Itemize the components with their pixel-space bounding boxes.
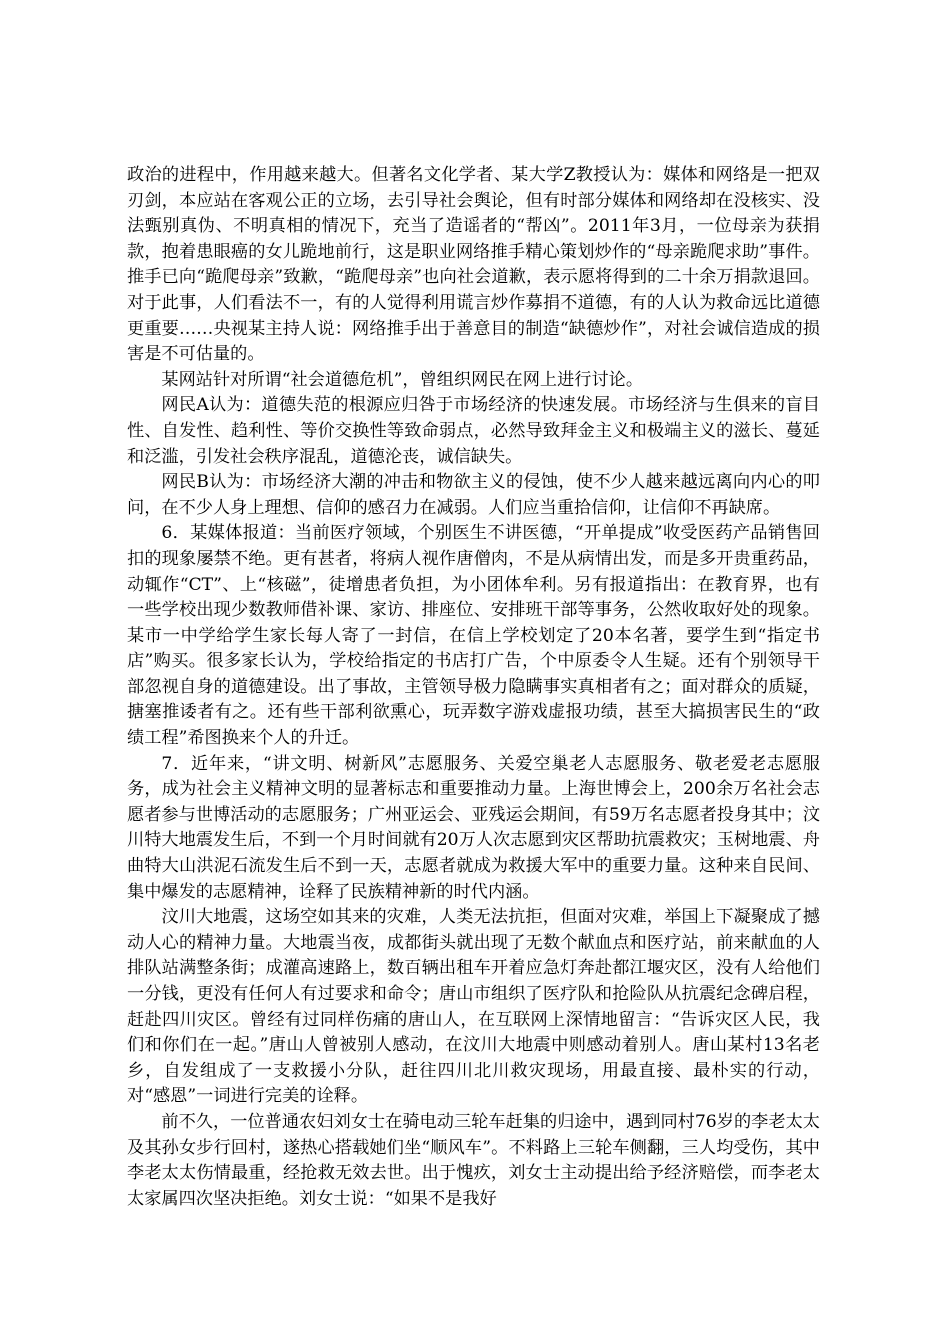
document-page [127,163,820,1212]
paragraph-netizen-a: 网民A认为：道德失范的根源应归咎于市场经济的快速发展。市场经济与生俱来的盲目性、自发性、趋利性、等价交换性等致命弱点，必然导致拜金主义和极端主义的滋长、蔓延和泛滥，引发社会秩序混乱，道德沦丧，诚信缺失。 [127,395,820,467]
paragraph-item-6: 6．某媒体报道：当前医疗领域，个别医生不讲医德，“开单提成”收受医药产品销售回扣的现象屡禁不绝。更有甚者，将病人视作唐僧肉，不是从病情出发，而是多开贵重药品，动辄作“CT”、上“核磁”，徒增患者负担，为小团体牟利。另有报道指出：在教育界，也有一些学校出现少数教师借补课、家访、排座位、安排班干部等事务，公然收取好处的现象。某市一中学给学生家长每人寄了一封信，在信上学校划定了20本名著，要学生到“指定书店”购买。很多家长认为，学校给指定的书店打广告，个中原委令人生疑。还有个别领导干部忽视自身的道德建设。出了事故，主管领导极力隐瞒事实真相者有之；面对群众的质疑，搪塞推诿者有之。还有些干部利欲熏心，玩弄数字游戏虚报功绩，甚至大搞损害民生的“政绩工程”希图换来个人的升迁。 [127,523,820,749]
paragraph-wenchuan-earthquake: 汶川大地震，这场空如其来的灾难，人类无法抗拒，但面对灾难，举国上下凝聚成了撼动人心的精神力量。大地震当夜，成都街头就出现了无数个献血点和医疗站，前来献血的人排队站满整条街；成灌高速路上，数百辆出租车开着应急灯奔赴都江堰灾区，没有人给他们一分钱，更没有任何人有过要求和命令；唐山市组织了医疗队和抢险队从抗震纪念碑启程，赶赴四川灾区。曾经有过同样伤痛的唐山人，在互联网上深情地留言：“告诉灾区人民，我们和你们在一起。”唐山人曾被别人感动，在汶川大地震中则感动着别人。唐山某村13名老乡，自发组成了一支救援小分队，赶往四川北川救灾现场，用最直接、最朴实的行动，对“感恩”一词进行完美的诠释。 [127,907,820,1107]
paragraph-media-double-edged-sword: 政治的进程中，作用越来越大。但著名文化学者、某大学Z教授认为：媒体和网络是一把双刃剑，本应站在客观公正的立场，去引导社会舆论，但有时部分媒体和网络却在没核实、没法甄别真伪、不明真相的情况下，充当了造谣者的“帮凶”。2011年3月，一位母亲为获捐款，抱着患眼癌的女儿跪地前行，这是职业网络推手精心策划炒作的“母亲跪爬求助”事件。推手已向“跪爬母亲”致歉，“跪爬母亲”也向社会道歉，表示愿将得到的二十余万捐款退回。对于此事，人们看法不一，有的人觉得利用谎言炒作募捐不道德，有的人认为救命远比道德更重要……央视某主持人说：网络推手出于善意目的制造“缺德炒作”，对社会诚信造成的损害是不可估量的。 [127,165,820,365]
paragraph-farmer-liu: 前不久，一位普通农妇刘女士在骑电动三轮车赶集的归途中，遇到同村76岁的李老太太及其孙女步行回村，遂热心搭载她们坐“顺风车”。不料路上三轮车侧翻，三人均受伤，其中李老太太伤情最重，经抢救无效去世。出于愧疚，刘女士主动提出给予经济赔偿，而李老太太家属四次坚决拒绝。刘女士说：“如果不是我好 [127,1111,820,1209]
paragraph-netizen-b: 网民B认为：市场经济大潮的冲击和物欲主义的侵蚀，使不少人越来越远离向内心的叩问，在不少人身上理想、信仰的感召力在减弱。人们应当重拾信仰，让信仰不再缺席。 [127,472,820,518]
paragraph-item-7: 7．近年来，“讲文明、树新风”志愿服务、关爱空巢老人志愿服务、敬老爱老志愿服务，成为社会主义精神文明的显著标志和重要推动力量。上海世博会上，200余万名社会志愿者参与世博活动的志愿服务；广州亚运会、亚残运会期间，有59万名志愿者投身其中；汶川特大地震发生后，不到一个月时间就有20万人次志愿到灾区帮助抗震救灾；玉树地震、舟曲特大山洪泥石流发生后不到一天，志愿者就成为救援大军中的重要力量。这种来自民间、集中爆发的志愿精神，诠释了民族精神新的时代内涵。 [127,753,820,902]
paragraph-website-discussion: 某网站针对所谓“社会道德危机”，曾组织网民在网上进行讨论。 [161,369,644,390]
